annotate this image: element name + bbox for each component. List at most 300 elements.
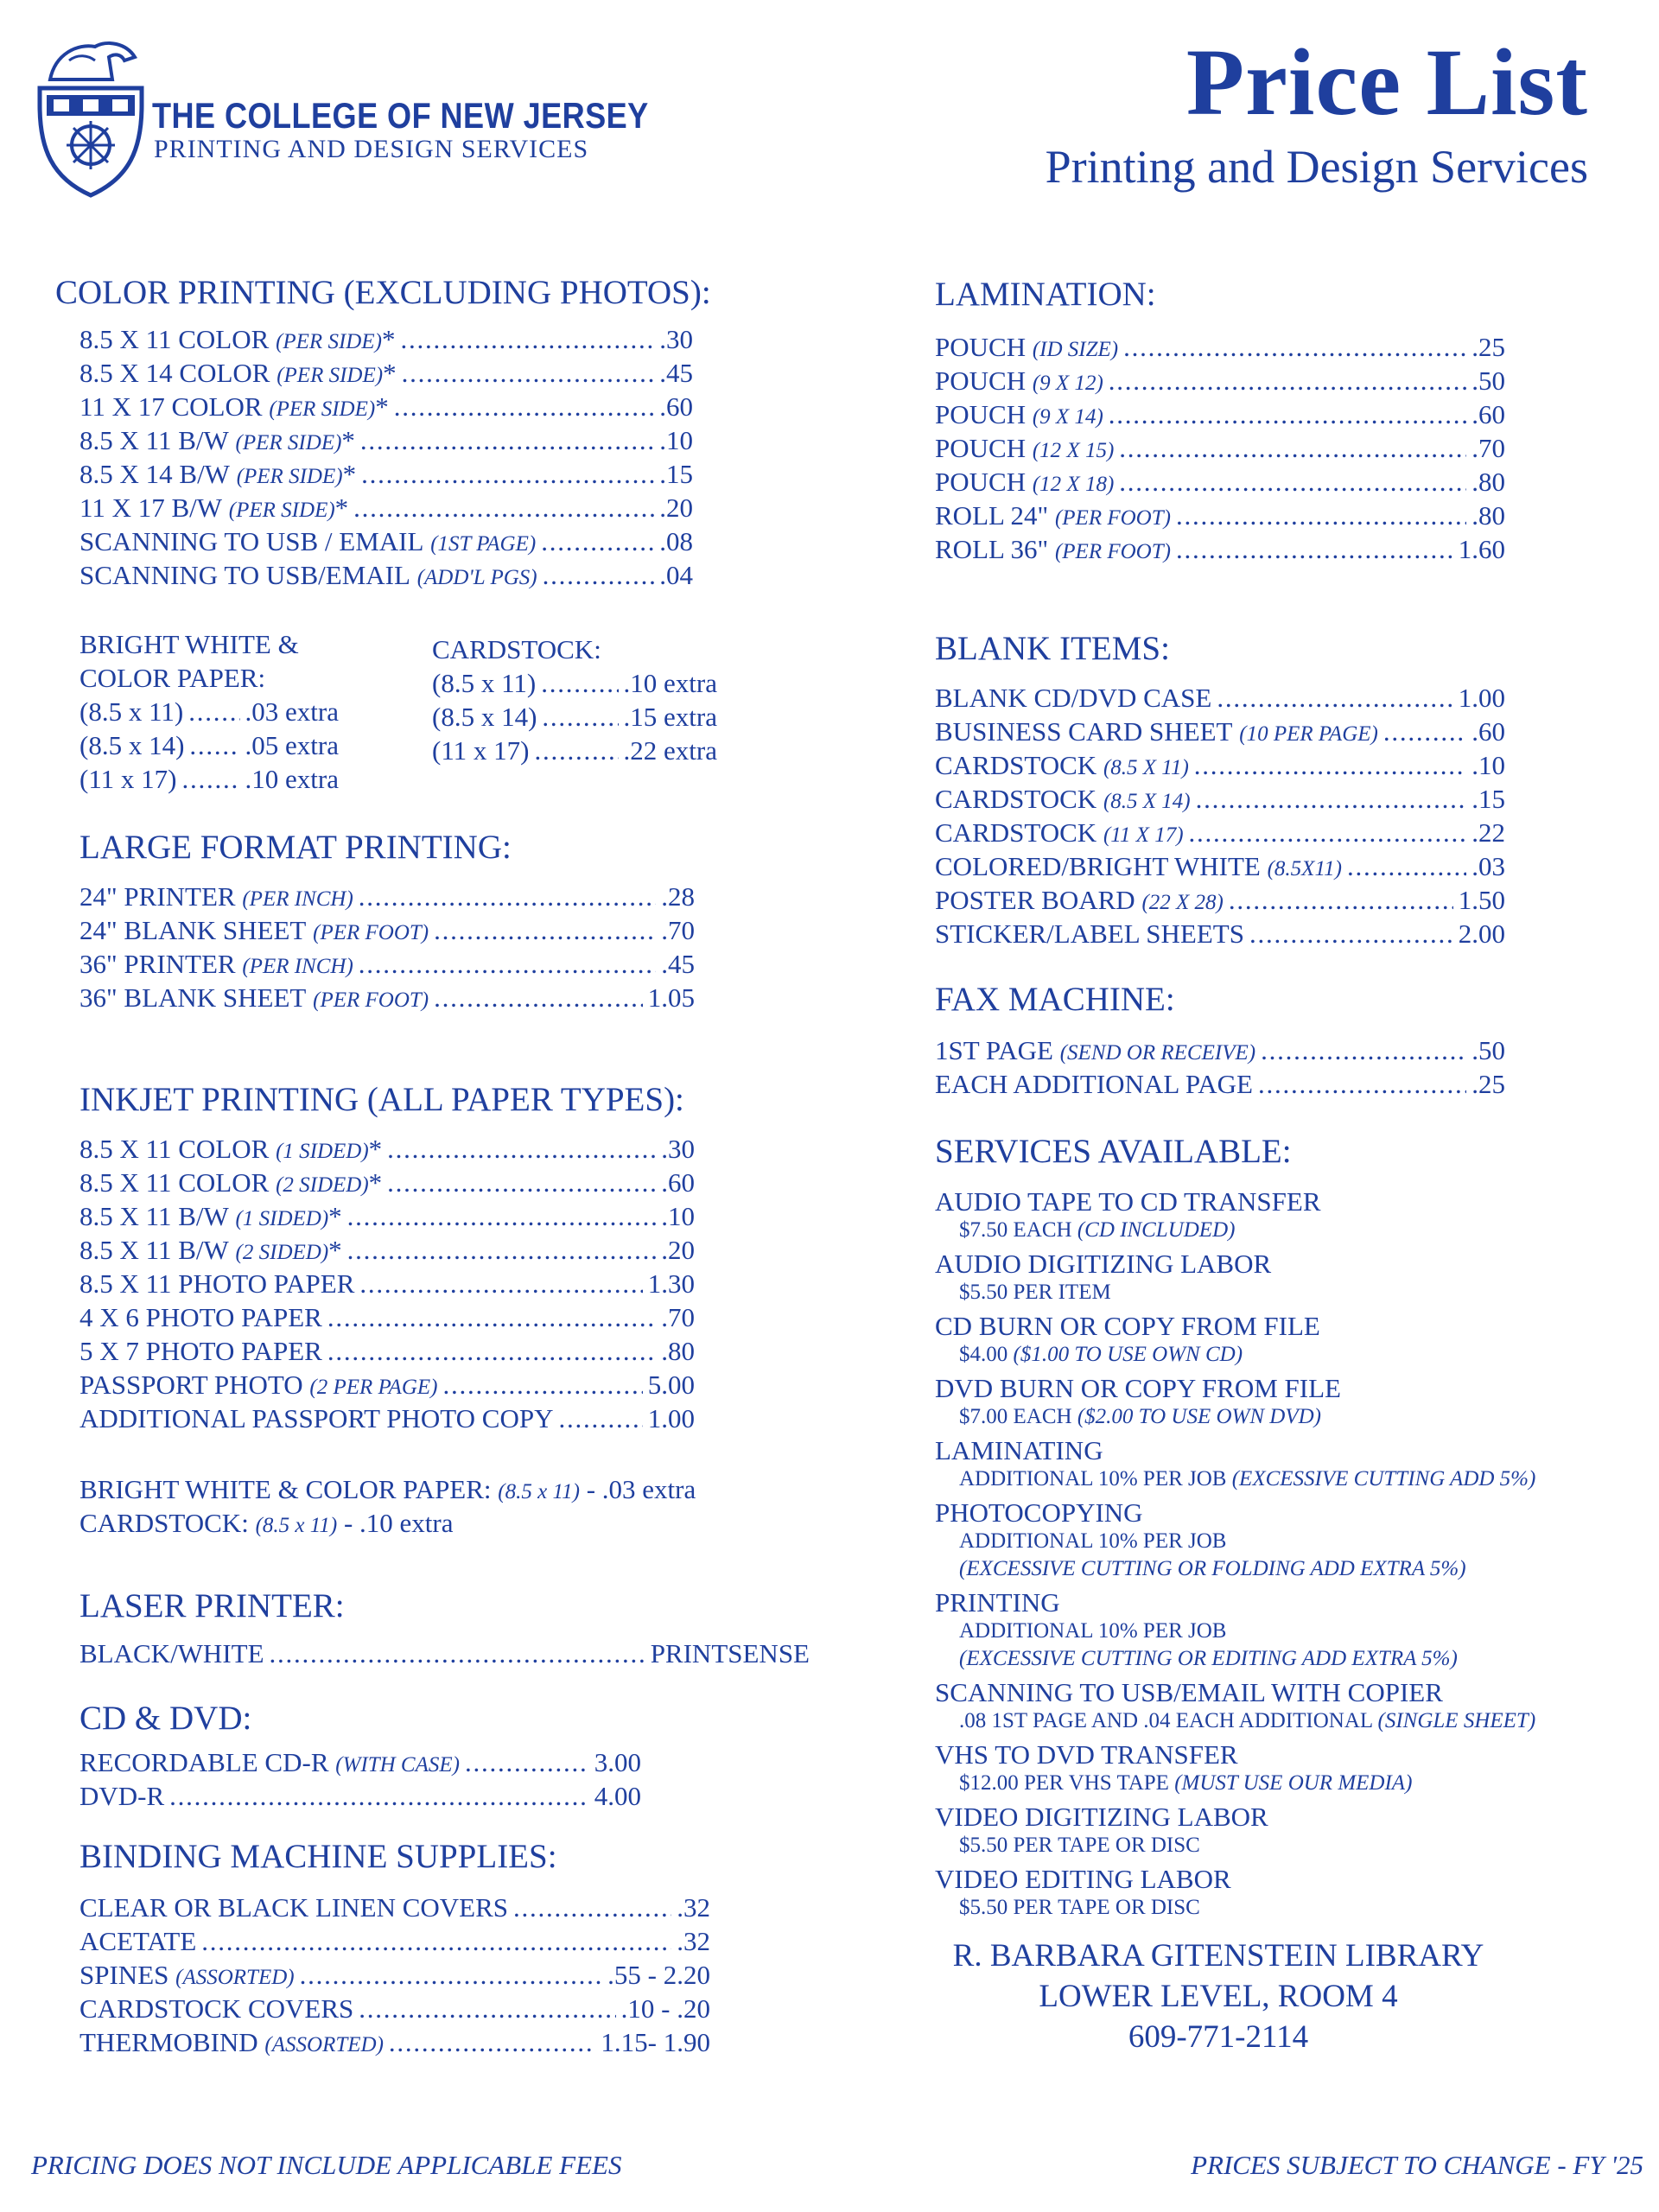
inkjet-row-price: .60 xyxy=(661,1167,695,1198)
leader-dots xyxy=(327,1302,656,1333)
service-detail-text: ADDITIONAL 10% PER JOB xyxy=(959,1529,1227,1553)
inkjet-extra-bright xyxy=(79,1472,696,1506)
blank-item-row-label: CARDSTOCK xyxy=(935,784,1097,814)
leader-dots xyxy=(353,493,654,524)
color-print-row-suffix: * xyxy=(383,358,397,388)
bright-paper-block xyxy=(79,627,339,796)
leader-dots xyxy=(387,1134,656,1165)
blank-item-row-price: 1.00 xyxy=(1458,683,1505,713)
services-heading: SERVICES AVAILABLE: xyxy=(935,1133,1292,1170)
leader-dots xyxy=(1229,885,1453,916)
lamination-list xyxy=(935,332,1505,568)
inkjet-row-price: .30 xyxy=(661,1134,695,1164)
bright-paper-list xyxy=(79,695,339,796)
blank-item-row-label: BUSINESS CARD SHEET xyxy=(935,716,1233,747)
contact-library: R. BARBARA GITENSTEIN LIBRARY xyxy=(952,1938,1484,1974)
cardstock-row xyxy=(432,700,717,734)
bright-paper-row-size: (11 x 17) xyxy=(79,764,177,794)
lamination-row xyxy=(935,332,1505,365)
blank-item-row-note: (8.5 X 14) xyxy=(1103,790,1191,813)
bright-paper-row-size: (8.5 x 11) xyxy=(79,696,184,727)
lamination-row xyxy=(935,399,1505,433)
leader-dots xyxy=(189,728,239,762)
laser-heading: LASER PRINTER: xyxy=(79,1587,345,1624)
blank-item-row-price: .22 xyxy=(1471,817,1505,848)
binding-row-price: 1.15- 1.90 xyxy=(601,2027,710,2057)
blank-item-row-price: 1.50 xyxy=(1458,885,1505,915)
large-format-row-price: 1.05 xyxy=(647,982,695,1013)
binding-row-note: (ASSORTED) xyxy=(264,2033,384,2056)
inkjet-extra-card-value: - .10 extra xyxy=(343,1508,454,1538)
leader-dots xyxy=(188,695,239,728)
cardstock-row-extra: .10 extra xyxy=(623,668,717,698)
inkjet-row xyxy=(79,1403,695,1437)
binding-row xyxy=(79,1926,710,1960)
blank-item-row-price: .03 xyxy=(1471,851,1505,881)
fax-row-note: (SEND OR RECEIVE) xyxy=(1059,1041,1256,1065)
service-item xyxy=(935,1249,1626,1306)
large-format-row-price: .28 xyxy=(661,881,695,912)
leader-dots xyxy=(1109,399,1466,430)
service-detail-note: ($2.00 TO USE OWN DVD) xyxy=(1077,1405,1321,1428)
lamination-row-note: (12 X 18) xyxy=(1032,473,1115,496)
leader-dots xyxy=(1189,817,1467,849)
fax-row-price: .50 xyxy=(1471,1035,1505,1065)
services-list xyxy=(935,1187,1626,1927)
service-detail-note: (EXCESSIVE CUTTING OR EDITING ADD EXTRA 5%) xyxy=(959,1647,1458,1670)
cd-dvd-row-note: (WITH CASE) xyxy=(335,1753,460,1777)
inkjet-row-label: ADDITIONAL PASSPORT PHOTO COPY xyxy=(79,1403,554,1433)
service-detail xyxy=(959,1555,1626,1583)
service-title: PHOTOCOPYING xyxy=(935,1497,1143,1528)
inkjet-row-label: 8.5 X 11 COLOR xyxy=(79,1167,270,1198)
lamination-row-label: ROLL 36" xyxy=(935,534,1049,564)
inkjet-row-suffix: * xyxy=(328,1235,342,1265)
lamination-row-note: (12 X 15) xyxy=(1032,439,1115,462)
binding-row-label: SPINES xyxy=(79,1960,169,1990)
binding-row xyxy=(79,1960,710,1993)
blank-item-row-label: CARDSTOCK xyxy=(935,750,1097,780)
leader-dots xyxy=(1194,750,1466,781)
color-print-row xyxy=(79,526,693,560)
blank-item-row-note: (8.5X11) xyxy=(1267,857,1342,880)
service-item xyxy=(935,1588,1626,1673)
fax-row-price: .25 xyxy=(1471,1069,1505,1099)
leader-dots xyxy=(535,734,619,767)
inkjet-row-price: 1.00 xyxy=(647,1403,695,1433)
inkjet-row-note: (2 PER PAGE) xyxy=(309,1376,438,1399)
lamination-row-price: .25 xyxy=(1471,332,1505,362)
leader-dots xyxy=(442,1370,642,1401)
color-print-row-note: (PER SIDE) xyxy=(235,431,342,454)
binding-row xyxy=(79,1892,710,1926)
service-detail xyxy=(959,1465,1626,1493)
inkjet-heading: INKJET PRINTING (ALL PAPER TYPES): xyxy=(79,1081,684,1118)
inkjet-row-price: 5.00 xyxy=(647,1370,695,1400)
leader-dots xyxy=(361,459,654,490)
binding-row-price: .55 - 2.20 xyxy=(607,1960,710,1990)
binding-row-note: (ASSORTED) xyxy=(175,1966,295,1989)
inkjet-row xyxy=(79,1201,695,1235)
lamination-row-label: POUCH xyxy=(935,467,1027,497)
service-detail xyxy=(959,1279,1626,1306)
leader-dots xyxy=(359,1268,642,1300)
inkjet-list xyxy=(79,1134,695,1437)
lamination-row-label: POUCH xyxy=(935,332,1027,362)
service-detail-note: (CD INCLUDED) xyxy=(1077,1218,1236,1242)
bright-paper-heading-1: BRIGHT WHITE & xyxy=(79,629,299,659)
service-item xyxy=(935,1498,1626,1583)
service-detail-text: ADDITIONAL 10% PER JOB xyxy=(959,1619,1227,1643)
cd-dvd-heading: CD & DVD: xyxy=(79,1700,252,1737)
color-print-row-label: SCANNING TO USB/EMAIL xyxy=(79,560,410,590)
service-detail xyxy=(959,1403,1626,1431)
cardstock-list xyxy=(432,666,717,767)
binding-row-price: .10 - .20 xyxy=(620,1993,710,2024)
lamination-row-label: POUCH xyxy=(935,433,1027,463)
service-detail xyxy=(959,1341,1626,1369)
color-print-row-label: 11 X 17 B/W xyxy=(79,493,223,523)
leader-dots xyxy=(541,666,618,700)
leader-dots xyxy=(1196,784,1467,815)
leader-dots xyxy=(434,982,643,1014)
leader-dots xyxy=(347,1235,657,1266)
color-print-row-note: (1ST PAGE) xyxy=(430,532,537,556)
color-print-row xyxy=(79,459,693,493)
cardstock-row xyxy=(432,734,717,767)
color-print-row-label: 8.5 X 11 COLOR xyxy=(79,324,270,354)
inkjet-row-label: 4 X 6 PHOTO PAPER xyxy=(79,1302,322,1332)
inkjet-row-note: (1 SIDED) xyxy=(235,1207,329,1230)
color-print-row-label: 8.5 X 11 B/W xyxy=(79,425,229,455)
color-print-row-price: .08 xyxy=(659,526,693,556)
fax-row xyxy=(935,1035,1505,1069)
service-item xyxy=(935,1312,1626,1369)
color-print-row-label: 11 X 17 COLOR xyxy=(79,391,263,422)
service-detail xyxy=(959,1217,1626,1244)
inkjet-row-label: 5 X 7 PHOTO PAPER xyxy=(79,1336,322,1366)
leader-dots xyxy=(1383,716,1466,747)
page-subtitle: Printing and Design Services xyxy=(1045,141,1588,193)
college-crest-icon xyxy=(35,35,147,199)
inkjet-row-note: (2 SIDED) xyxy=(276,1173,369,1197)
college-name: THE COLLEGE OF NEW JERSEY xyxy=(152,95,649,136)
inkjet-row xyxy=(79,1134,695,1167)
inkjet-extra-card-label: CARDSTOCK: xyxy=(79,1508,249,1538)
inkjet-row-label: PASSPORT PHOTO xyxy=(79,1370,303,1400)
color-print-row-suffix: * xyxy=(381,324,396,354)
service-item xyxy=(935,1678,1626,1735)
inkjet-row xyxy=(79,1167,695,1201)
footer-change-note: PRICES SUBJECT TO CHANGE - FY '25 xyxy=(1191,2150,1643,2180)
fax-row xyxy=(935,1069,1505,1103)
color-print-row xyxy=(79,560,693,594)
inkjet-row-label: 8.5 X 11 B/W xyxy=(79,1201,229,1231)
leader-dots xyxy=(300,1960,603,1991)
blank-item-row-price: .10 xyxy=(1471,750,1505,780)
service-detail xyxy=(959,1645,1626,1673)
color-print-row xyxy=(79,493,693,526)
contact-room: LOWER LEVEL, ROOM 4 xyxy=(1039,1979,1398,2014)
leader-dots xyxy=(465,1747,589,1778)
cd-dvd-list xyxy=(79,1747,641,1815)
inkjet-extra-card-size: (8.5 x 11) xyxy=(255,1514,338,1537)
cd-dvd-row-price: 3.00 xyxy=(594,1747,641,1777)
large-format-row xyxy=(79,949,695,982)
inkjet-row-price: 1.30 xyxy=(647,1268,695,1299)
blank-item-row xyxy=(935,851,1505,885)
inkjet-row-note: (1 SIDED) xyxy=(276,1140,369,1163)
service-title: SCANNING TO USB/EMAIL WITH COPIER xyxy=(935,1677,1443,1707)
page-title: Price List xyxy=(1185,29,1588,135)
service-detail-text: .08 1ST PAGE AND .04 EACH ADDITIONAL xyxy=(959,1709,1378,1732)
leader-dots xyxy=(1123,332,1466,363)
contact-block xyxy=(933,1936,1503,2057)
color-print-row-suffix: * xyxy=(342,459,357,489)
leader-dots xyxy=(1119,467,1466,498)
blank-item-row-price: 2.00 xyxy=(1458,918,1505,949)
large-format-row-note: (PER INCH) xyxy=(242,887,353,911)
leader-dots xyxy=(394,391,655,423)
service-title: PRINTING xyxy=(935,1587,1060,1618)
color-print-row-note: (PER SIDE) xyxy=(236,465,343,488)
lamination-row xyxy=(935,365,1505,399)
cd-dvd-row xyxy=(79,1781,641,1815)
college-subtitle: PRINTING AND DESIGN SERVICES xyxy=(154,135,589,163)
lamination-row xyxy=(935,433,1505,467)
leader-dots xyxy=(360,425,654,456)
service-detail xyxy=(959,1618,1626,1645)
inkjet-extra-bright-value: - .03 extra xyxy=(586,1474,696,1504)
leader-dots xyxy=(559,1403,643,1434)
service-title: VIDEO EDITING LABOR xyxy=(935,1864,1231,1894)
inkjet-row-label: 8.5 X 11 B/W xyxy=(79,1235,229,1265)
binding-row-label: THERMOBIND xyxy=(79,2027,258,2057)
leader-dots xyxy=(1261,1035,1466,1066)
lamination-row-label: ROLL 24" xyxy=(935,500,1049,531)
leader-dots xyxy=(182,762,240,796)
cardstock-heading: CARDSTOCK: xyxy=(432,634,601,664)
large-format-row-label: 24" BLANK SHEET xyxy=(79,915,307,945)
lamination-row-price: .80 xyxy=(1471,500,1505,531)
color-print-row xyxy=(79,425,693,459)
leader-dots xyxy=(389,2027,596,2058)
cardstock-row-extra: .22 extra xyxy=(623,735,717,766)
service-title: VIDEO DIGITIZING LABOR xyxy=(935,1802,1268,1832)
leader-dots xyxy=(543,560,655,591)
laser-label: BLACK/WHITE xyxy=(79,1638,264,1669)
color-print-row-price: .20 xyxy=(659,493,693,523)
lamination-row xyxy=(935,467,1505,500)
leader-dots xyxy=(387,1167,656,1198)
fax-list xyxy=(935,1035,1505,1103)
blank-item-row-label: BLANK CD/DVD CASE xyxy=(935,683,1212,713)
service-item xyxy=(935,1374,1626,1431)
service-detail-text: $7.50 EACH xyxy=(959,1218,1077,1242)
lamination-row xyxy=(935,500,1505,534)
service-title: AUDIO DIGITIZING LABOR xyxy=(935,1249,1272,1279)
bright-paper-row xyxy=(79,695,339,728)
cardstock-row-size: (8.5 x 11) xyxy=(432,668,537,698)
leader-dots xyxy=(347,1201,657,1232)
inkjet-row-suffix: * xyxy=(368,1134,383,1164)
leader-dots xyxy=(434,915,656,946)
color-print-row-price: .04 xyxy=(659,560,693,590)
cd-dvd-row-label: RECORDABLE CD-R xyxy=(79,1747,329,1777)
bright-paper-row xyxy=(79,728,339,762)
leader-dots xyxy=(542,700,618,734)
blank-items-list xyxy=(935,683,1505,952)
large-format-row-price: .70 xyxy=(661,915,695,945)
color-print-row-note: (PER SIDE) xyxy=(228,499,335,522)
leader-dots xyxy=(1249,918,1453,950)
large-format-list xyxy=(79,881,695,1016)
binding-row-label: CARDSTOCK COVERS xyxy=(79,1993,354,2024)
service-detail xyxy=(959,1832,1626,1859)
footer-fees-note: PRICING DOES NOT INCLUDE APPLICABLE FEES xyxy=(31,2150,622,2180)
service-detail-text: $4.00 xyxy=(959,1343,1014,1366)
cd-dvd-row-price: 4.00 xyxy=(594,1781,641,1811)
color-print-row-suffix: * xyxy=(334,493,349,523)
service-title: VHS TO DVD TRANSFER xyxy=(935,1739,1238,1770)
inkjet-row-price: .70 xyxy=(661,1302,695,1332)
color-print-row-price: .60 xyxy=(659,391,693,422)
inkjet-row-suffix: * xyxy=(328,1201,342,1231)
blank-item-row-note: (8.5 X 11) xyxy=(1103,756,1189,779)
leader-dots xyxy=(1109,365,1466,397)
binding-row-label: CLEAR OR BLACK LINEN COVERS xyxy=(79,1892,509,1923)
blank-item-row xyxy=(935,885,1505,918)
inkjet-row xyxy=(79,1235,695,1268)
service-item xyxy=(935,1187,1626,1244)
color-print-row xyxy=(79,358,693,391)
service-item xyxy=(935,1802,1626,1859)
service-title: LAMINATING xyxy=(935,1435,1103,1465)
inkjet-row xyxy=(79,1336,695,1370)
blank-item-row xyxy=(935,817,1505,851)
color-print-row-suffix: * xyxy=(341,425,355,455)
leader-dots xyxy=(169,1781,589,1812)
contact-phone: 609-771-2114 xyxy=(1128,2019,1309,2055)
inkjet-row-note: (2 SIDED) xyxy=(235,1241,329,1264)
color-print-row-note: (PER SIDE) xyxy=(269,397,376,421)
cardstock-row xyxy=(432,666,717,700)
color-print-row-note: (ADD'L PGS) xyxy=(416,566,537,589)
blank-item-row-label: COLORED/BRIGHT WHITE xyxy=(935,851,1261,881)
leader-dots xyxy=(402,358,655,389)
blank-item-row xyxy=(935,784,1505,817)
large-format-row xyxy=(79,982,695,1016)
cardstock-row-size: (8.5 x 14) xyxy=(432,702,537,732)
large-format-row-price: .45 xyxy=(661,949,695,979)
fax-row-label: EACH ADDITIONAL PAGE xyxy=(935,1069,1253,1099)
leader-dots xyxy=(1119,433,1466,464)
service-detail-note: (EXCESSIVE CUTTING ADD 5%) xyxy=(1231,1467,1536,1491)
lamination-row-note: (PER FOOT) xyxy=(1054,540,1171,563)
lamination-heading: LAMINATION: xyxy=(935,276,1156,313)
blank-item-row-label: CARDSTOCK xyxy=(935,817,1097,848)
blank-item-row-note: (22 X 28) xyxy=(1141,891,1224,914)
lamination-row-note: (9 X 12) xyxy=(1032,372,1103,395)
color-printing-heading: COLOR PRINTING (EXCLUDING PHOTOS): xyxy=(55,274,711,311)
lamination-row-label: POUCH xyxy=(935,399,1027,429)
lamination-row-price: .50 xyxy=(1471,365,1505,396)
blank-item-row xyxy=(935,918,1505,952)
leader-dots xyxy=(1217,683,1452,714)
color-printing-list xyxy=(79,324,693,594)
color-print-row-price: .30 xyxy=(659,324,693,354)
inkjet-row xyxy=(79,1302,695,1336)
binding-row-price: .32 xyxy=(677,1892,710,1923)
leader-dots xyxy=(1176,500,1466,531)
service-detail-text: $5.50 PER TAPE OR DISC xyxy=(959,1834,1200,1857)
leader-dots xyxy=(359,881,656,912)
lamination-row xyxy=(935,534,1505,568)
service-detail-note: (EXCESSIVE CUTTING OR FOLDING ADD EXTRA 5%) xyxy=(959,1557,1466,1580)
inkjet-row-price: .80 xyxy=(661,1336,695,1366)
bright-paper-heading-2: COLOR PAPER: xyxy=(79,663,266,693)
bright-paper-row-extra: .03 extra xyxy=(245,696,339,727)
color-print-row-label: 8.5 X 14 B/W xyxy=(79,459,230,489)
blank-item-row-label: STICKER/LABEL SHEETS xyxy=(935,918,1244,949)
leader-dots xyxy=(400,324,654,355)
color-print-row-label: SCANNING TO USB / EMAIL xyxy=(79,526,424,556)
leader-dots xyxy=(201,1926,671,1957)
lamination-row-price: .80 xyxy=(1471,467,1505,497)
leader-dots xyxy=(1176,534,1453,565)
service-detail-text: $5.50 PER TAPE OR DISC xyxy=(959,1896,1200,1919)
bright-paper-row xyxy=(79,762,339,796)
color-print-row-note: (PER SIDE) xyxy=(276,330,382,353)
blank-item-row-note: (10 PER PAGE) xyxy=(1239,722,1378,746)
leader-dots xyxy=(1347,851,1466,882)
blank-item-row xyxy=(935,716,1505,750)
leader-dots xyxy=(327,1336,656,1367)
large-format-heading: LARGE FORMAT PRINTING: xyxy=(79,829,512,866)
large-format-row-note: (PER FOOT) xyxy=(313,921,429,944)
service-detail xyxy=(959,1528,1626,1555)
bright-paper-row-extra: .05 extra xyxy=(245,730,339,760)
inkjet-row xyxy=(79,1268,695,1302)
large-format-row-label: 36" BLANK SHEET xyxy=(79,982,307,1013)
binding-row xyxy=(79,2027,710,2061)
lamination-row-note: (PER FOOT) xyxy=(1054,506,1171,530)
leader-dots xyxy=(359,949,656,980)
inkjet-extra-cardstock xyxy=(79,1506,454,1540)
leader-dots xyxy=(1258,1069,1466,1100)
large-format-row-label: 24" PRINTER xyxy=(79,881,236,912)
large-format-row xyxy=(79,915,695,949)
cd-dvd-row xyxy=(79,1747,641,1781)
inkjet-row-price: .20 xyxy=(661,1235,695,1265)
inkjet-extra-bright-label: BRIGHT WHITE & COLOR PAPER: xyxy=(79,1474,492,1504)
service-detail-note: (SINGLE SHEET) xyxy=(1377,1709,1536,1732)
service-detail xyxy=(959,1707,1626,1735)
color-print-row-price: .45 xyxy=(659,358,693,388)
lamination-row-label: POUCH xyxy=(935,365,1027,396)
leader-dots xyxy=(513,1892,671,1923)
binding-list xyxy=(79,1892,710,2061)
inkjet-row-label: 8.5 X 11 COLOR xyxy=(79,1134,270,1164)
color-print-row-price: .10 xyxy=(659,425,693,455)
inkjet-row-label: 8.5 X 11 PHOTO PAPER xyxy=(79,1268,355,1299)
cd-dvd-row-label: DVD-R xyxy=(79,1781,165,1811)
service-detail-note: ($1.00 TO USE OWN CD) xyxy=(1013,1343,1243,1366)
bright-paper-row-size: (8.5 x 14) xyxy=(79,730,185,760)
cardstock-row-extra: .15 extra xyxy=(623,702,717,732)
service-title: DVD BURN OR COPY FROM FILE xyxy=(935,1373,1341,1403)
lamination-row-price: .60 xyxy=(1471,399,1505,429)
